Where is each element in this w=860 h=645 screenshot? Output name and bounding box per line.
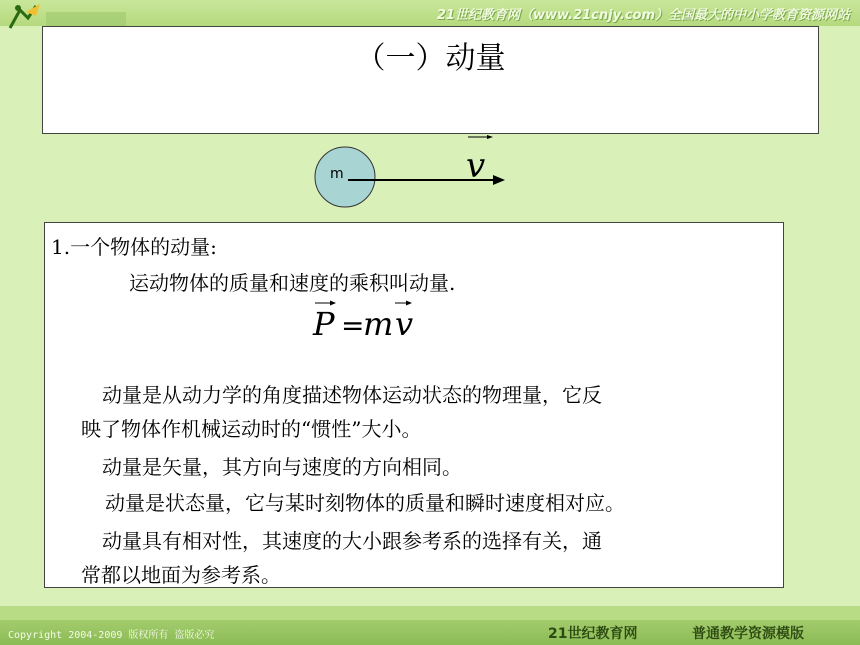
paragraph-2: 动量是矢量，其方向与速度的方向相同。 [102, 455, 462, 479]
velocity-arrowhead [493, 175, 505, 185]
content-box [44, 222, 784, 588]
velocity-label: v [466, 146, 486, 186]
formula-equals: = [341, 309, 365, 342]
paragraph-1-line-1: 动量是从动力学的角度描述物体运动状态的物理量，它反 [102, 383, 602, 407]
velocity-vector-bar-head [487, 135, 493, 139]
mass-label: m [330, 166, 344, 182]
paragraph-4-line-2: 常都以地面为参考系。 [81, 563, 281, 587]
page-title: （一）动量 [355, 41, 506, 76]
definition-text: 运动物体的质量和速度的乘积叫动量. [129, 271, 456, 295]
copyright-text: Copyright 2004-2009 版权所有 盗版必究 [8, 630, 215, 641]
paragraph-4-line-1: 动量具有相对性，其速度的大小跟参考系的选择有关，通 [102, 529, 602, 553]
site-banner-text: 21世纪教育网（www.21cnjy.com）全国最大的中小学教育资源网站 [436, 8, 850, 23]
formula-v: v [395, 305, 414, 343]
formula-lhs: P [313, 305, 335, 343]
formula-m: m [363, 305, 394, 343]
footer-site-name: 21世纪教育网 [548, 626, 638, 642]
momentum-diagram [300, 135, 540, 215]
ball-shape [315, 147, 375, 207]
top-banner [0, 0, 860, 26]
bottom-stripe [0, 606, 860, 620]
section-heading: 1.一个物体的动量: [51, 235, 217, 259]
footer-template-name: 普通教学资源模版 [692, 626, 804, 642]
paragraph-1-line-2: 映了物体作机械运动时的“惯性”大小。 [81, 417, 422, 441]
paragraph-3: 动量是状态量，它与某时刻物体的质量和瞬时速度相对应。 [105, 491, 625, 515]
footer-bar [0, 620, 860, 645]
momentum-formula [311, 295, 421, 343]
title-box [42, 26, 819, 134]
